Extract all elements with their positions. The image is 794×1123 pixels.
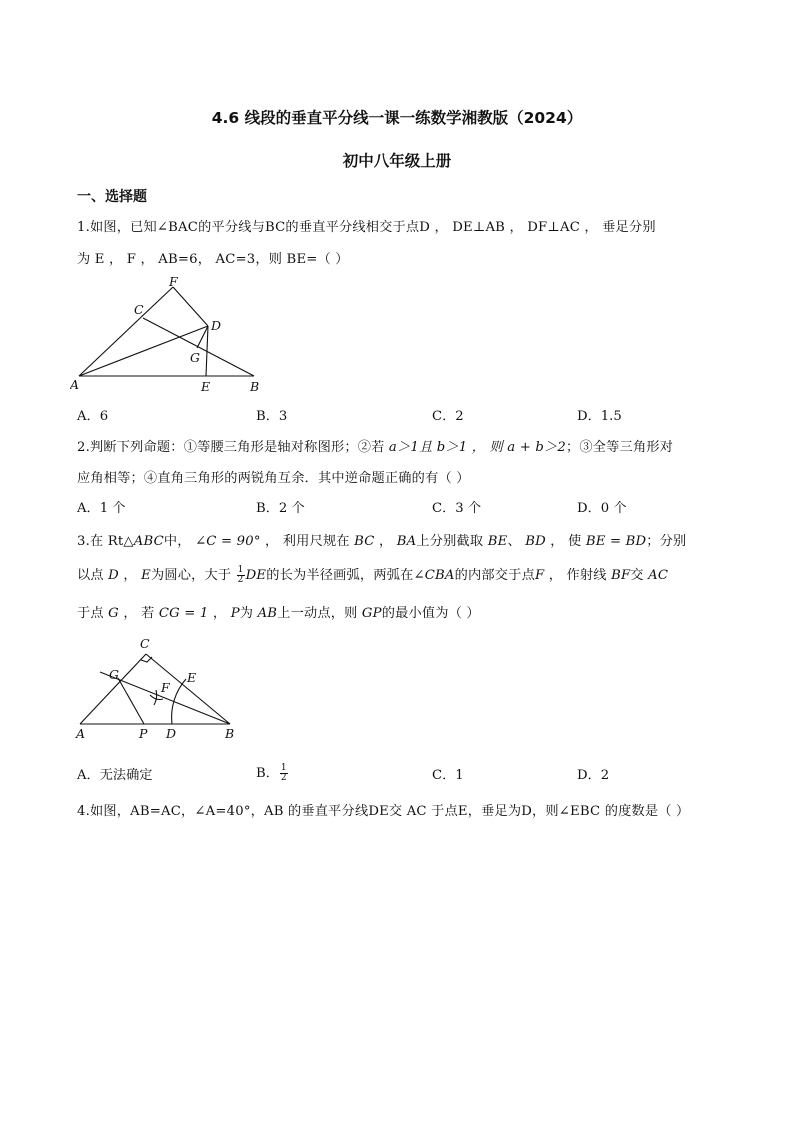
- question-3-line-3: 于点 G ， 若 CG = 1 ， P为 AB上一动点，则 GP的最小值为（ ）: [77, 606, 480, 621]
- question-1-line-1: 1.如图，已知∠BAC的平分线与BC的垂直平分线相交于点D ， DE⊥AB ， DF⊥AC ， 垂足分别: [77, 220, 656, 235]
- figure-label-b: B: [225, 726, 235, 741]
- question-1-option-d: D．1.5: [577, 409, 622, 424]
- figure-label-p: P: [139, 726, 148, 741]
- figure-label-e: E: [201, 379, 211, 394]
- question-2-option-b: B．2 个: [256, 501, 305, 516]
- figure-label-c: C: [140, 636, 150, 651]
- figure-label-g: G: [109, 667, 119, 682]
- document-subtitle: 初中八年级上册: [342, 152, 452, 170]
- question-2-text-c: ；③全等三角形对: [566, 440, 674, 455]
- question-3-option-a: A．无法确定: [77, 768, 153, 783]
- question-1-option-c: C．2: [432, 409, 464, 424]
- question-2-line-2: 应角相等；④直角三角形的两锐角互余．其中逆命题正确的有（ ）: [77, 471, 470, 486]
- document-title: 4.6 线段的垂直平分线一课一练数学湘教版（2024）: [211, 109, 583, 127]
- question-2-option-c: C．3 个: [432, 501, 482, 516]
- question-1-option-b: B．3: [256, 409, 288, 424]
- figure-label-d: D: [166, 726, 177, 741]
- figure-label-d: D: [211, 318, 222, 333]
- figure-label-a: A: [76, 726, 86, 741]
- question-1-line-2: 为 E ， F ， AB=6， AC=3，则 BE=（ ）: [77, 252, 349, 267]
- question-3-option-b: B． $\frac{1}{2}$: [256, 763, 287, 783]
- segment-cb: [146, 654, 230, 724]
- fraction-one-half: $\frac{1}{2}$: [237, 565, 244, 585]
- figure-label-a: A: [70, 377, 80, 392]
- question-1-figure: [70, 272, 270, 397]
- figure-label-f: F: [169, 274, 178, 289]
- segment-ad: [79, 326, 208, 376]
- figure-label-c: C: [134, 302, 144, 317]
- segment-cb: [143, 318, 254, 376]
- figure-label-f: F: [161, 680, 170, 695]
- question-4-line-1: 4.如图，AB=AC，∠A=40°，AB 的垂直平分线DE交 AC 于点E，垂足为D，则∠EBC 的度数是（ ）: [77, 804, 690, 819]
- question-1-option-a: A．6: [77, 409, 109, 424]
- segment-ac: [80, 654, 146, 724]
- question-2-text-a: 2.判断下列命题：①等腰三角形是轴对称图形；②若: [77, 440, 389, 455]
- question-3-figure: [70, 632, 250, 744]
- segment-af: [79, 287, 173, 376]
- question-2-option-d: D．0 个: [577, 501, 627, 516]
- figure-label-b: B: [250, 379, 260, 394]
- option-b-fraction: $\frac{1}{2}$: [280, 763, 287, 783]
- question-2-line-1: [77, 436, 673, 455]
- question-2-math: a＞1且 b＞1 ， 则 a + b＞2: [388, 440, 567, 455]
- question-2-option-a: A．1 个: [77, 501, 126, 516]
- arc-f-2: [154, 690, 157, 705]
- section-heading: 一、选择题: [77, 189, 147, 205]
- question-3-option-d: D．2: [577, 768, 610, 783]
- figure-label-g: G: [190, 350, 200, 365]
- figure-label-e: E: [187, 670, 197, 685]
- question-3-option-c: C．1: [432, 768, 464, 783]
- segment-fd: [173, 287, 208, 326]
- question-3-line-2: 以点 D ， E为圆心，大于 $\frac{1}{2}$ DE的长为半径画弧，两弧在∠CBA的内部交于点F ， 作射线 BF交 AC: [77, 565, 669, 585]
- question-3-line-1: 3.在 Rt△ABC中， ∠C = 90° ， 利用尺规在 BC ， BA上分别截取 BE、 BD ， 使 BE = BD；分别: [77, 534, 687, 549]
